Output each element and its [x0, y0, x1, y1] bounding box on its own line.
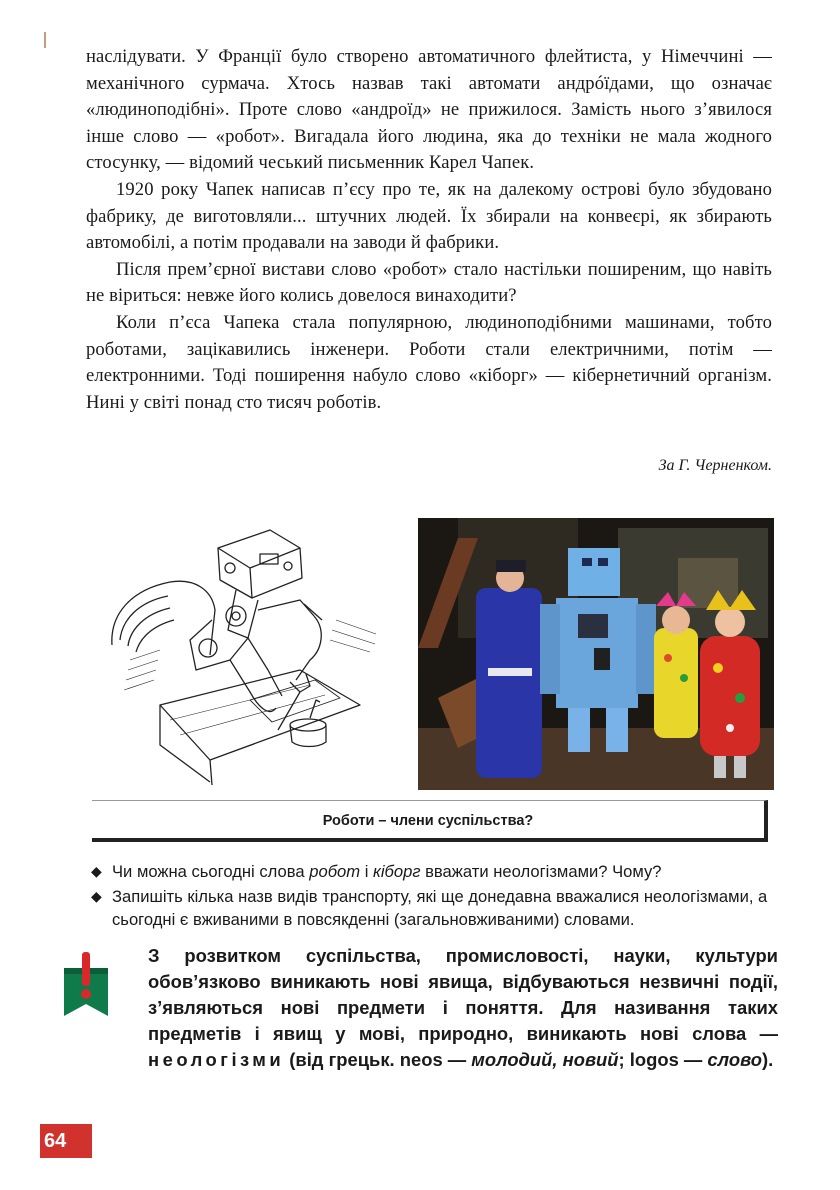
robot-sketch-illustration	[100, 520, 390, 790]
question-1-text-middle: і	[360, 862, 373, 881]
main-text	[86, 44, 772, 416]
rule-logos-meaning: слово	[707, 1049, 762, 1070]
rule-etym-open: (від грецьк. neos —	[284, 1049, 472, 1070]
rule-neos-meaning: молодий, новий	[471, 1049, 619, 1070]
paragraph-1: наслідувати. У Франції було створено автоматичного флейтиста, у Німеччині — механічного сурмача. Хтось назвав такі автомати андрóїдами, що означає «людиноподібні». Проте слово «андроїд» не прижилося. Замість нього з’явилося інше слово — «робот». Вигадала його людина, яка до техніки не мала жодного стосунку, — відомий чеський письменник Карел Чапек.	[86, 46, 772, 174]
question-1-term-cyborg: кіборг	[373, 862, 421, 881]
rule-etym-close: ).	[761, 1049, 774, 1070]
question-1-text-after: вважати неологізмами? Чому?	[420, 862, 662, 881]
questions-list	[90, 860, 780, 933]
diamond-bullet-icon: ◆	[91, 888, 102, 904]
diamond-bullet-icon: ◆	[91, 863, 102, 879]
rule-exclamation-icon	[62, 950, 110, 1018]
question-1	[90, 860, 780, 883]
paragraph-2: 1920 року Чапек написав п’єсу про те, як на далекому острові було збудовано фабрику, де виготовляли... штучних людей. Їх збирали на конвеєрі, як збирають автомобілі, а потім продавали на заводи й фабрики.	[86, 178, 772, 254]
question-1-text-before: Чи можна сьогодні слова	[112, 862, 310, 881]
question-2	[90, 885, 780, 931]
rule-definition	[148, 943, 778, 1073]
rule-term-neologisms: неологізми	[148, 1049, 285, 1070]
costume-photo	[418, 518, 774, 790]
paragraph-3: Після прем’єрної вистави слово «робот» стало настільки поширеним, що навіть не віриться: невже його колись довелося винаходити?	[86, 258, 772, 307]
figure-caption: Роботи – члени суспільства?	[322, 813, 534, 829]
author-attribution: За Г. Черненком.	[658, 457, 772, 474]
margin-mark	[44, 32, 46, 48]
rule-etym-sep: ; logos —	[618, 1049, 708, 1070]
page-number: 64	[40, 1124, 92, 1158]
caption-box	[92, 800, 768, 842]
question-2-text: Запишіть кілька назв видів транспорту, які ще донедавна вважалися неологізмами, а сьогодні є вживаними в повсякденні (загальновживаними) словами.	[112, 887, 768, 929]
paragraph-4: Коли п’єса Чапека стала популярною, людиноподібними машинами, тобто роботами, зацікавились інженери. Роботи стали електричними, потім — електронними. Тоді поширення набуло слово «кіборг» — кібернетичний організм. Нині у світі понад сто тисяч роботів.	[86, 311, 772, 413]
rule-intro: З розвитком суспільства, промисловості, науки, культури обов’язково виникають нові явища, відбуваються незвичні події, з’являються нові предмети і поняття. Для називання таких предметів і явищ у мові, природно, виникають нові слова —	[148, 945, 778, 1044]
question-1-term-robot: робот	[309, 862, 361, 881]
